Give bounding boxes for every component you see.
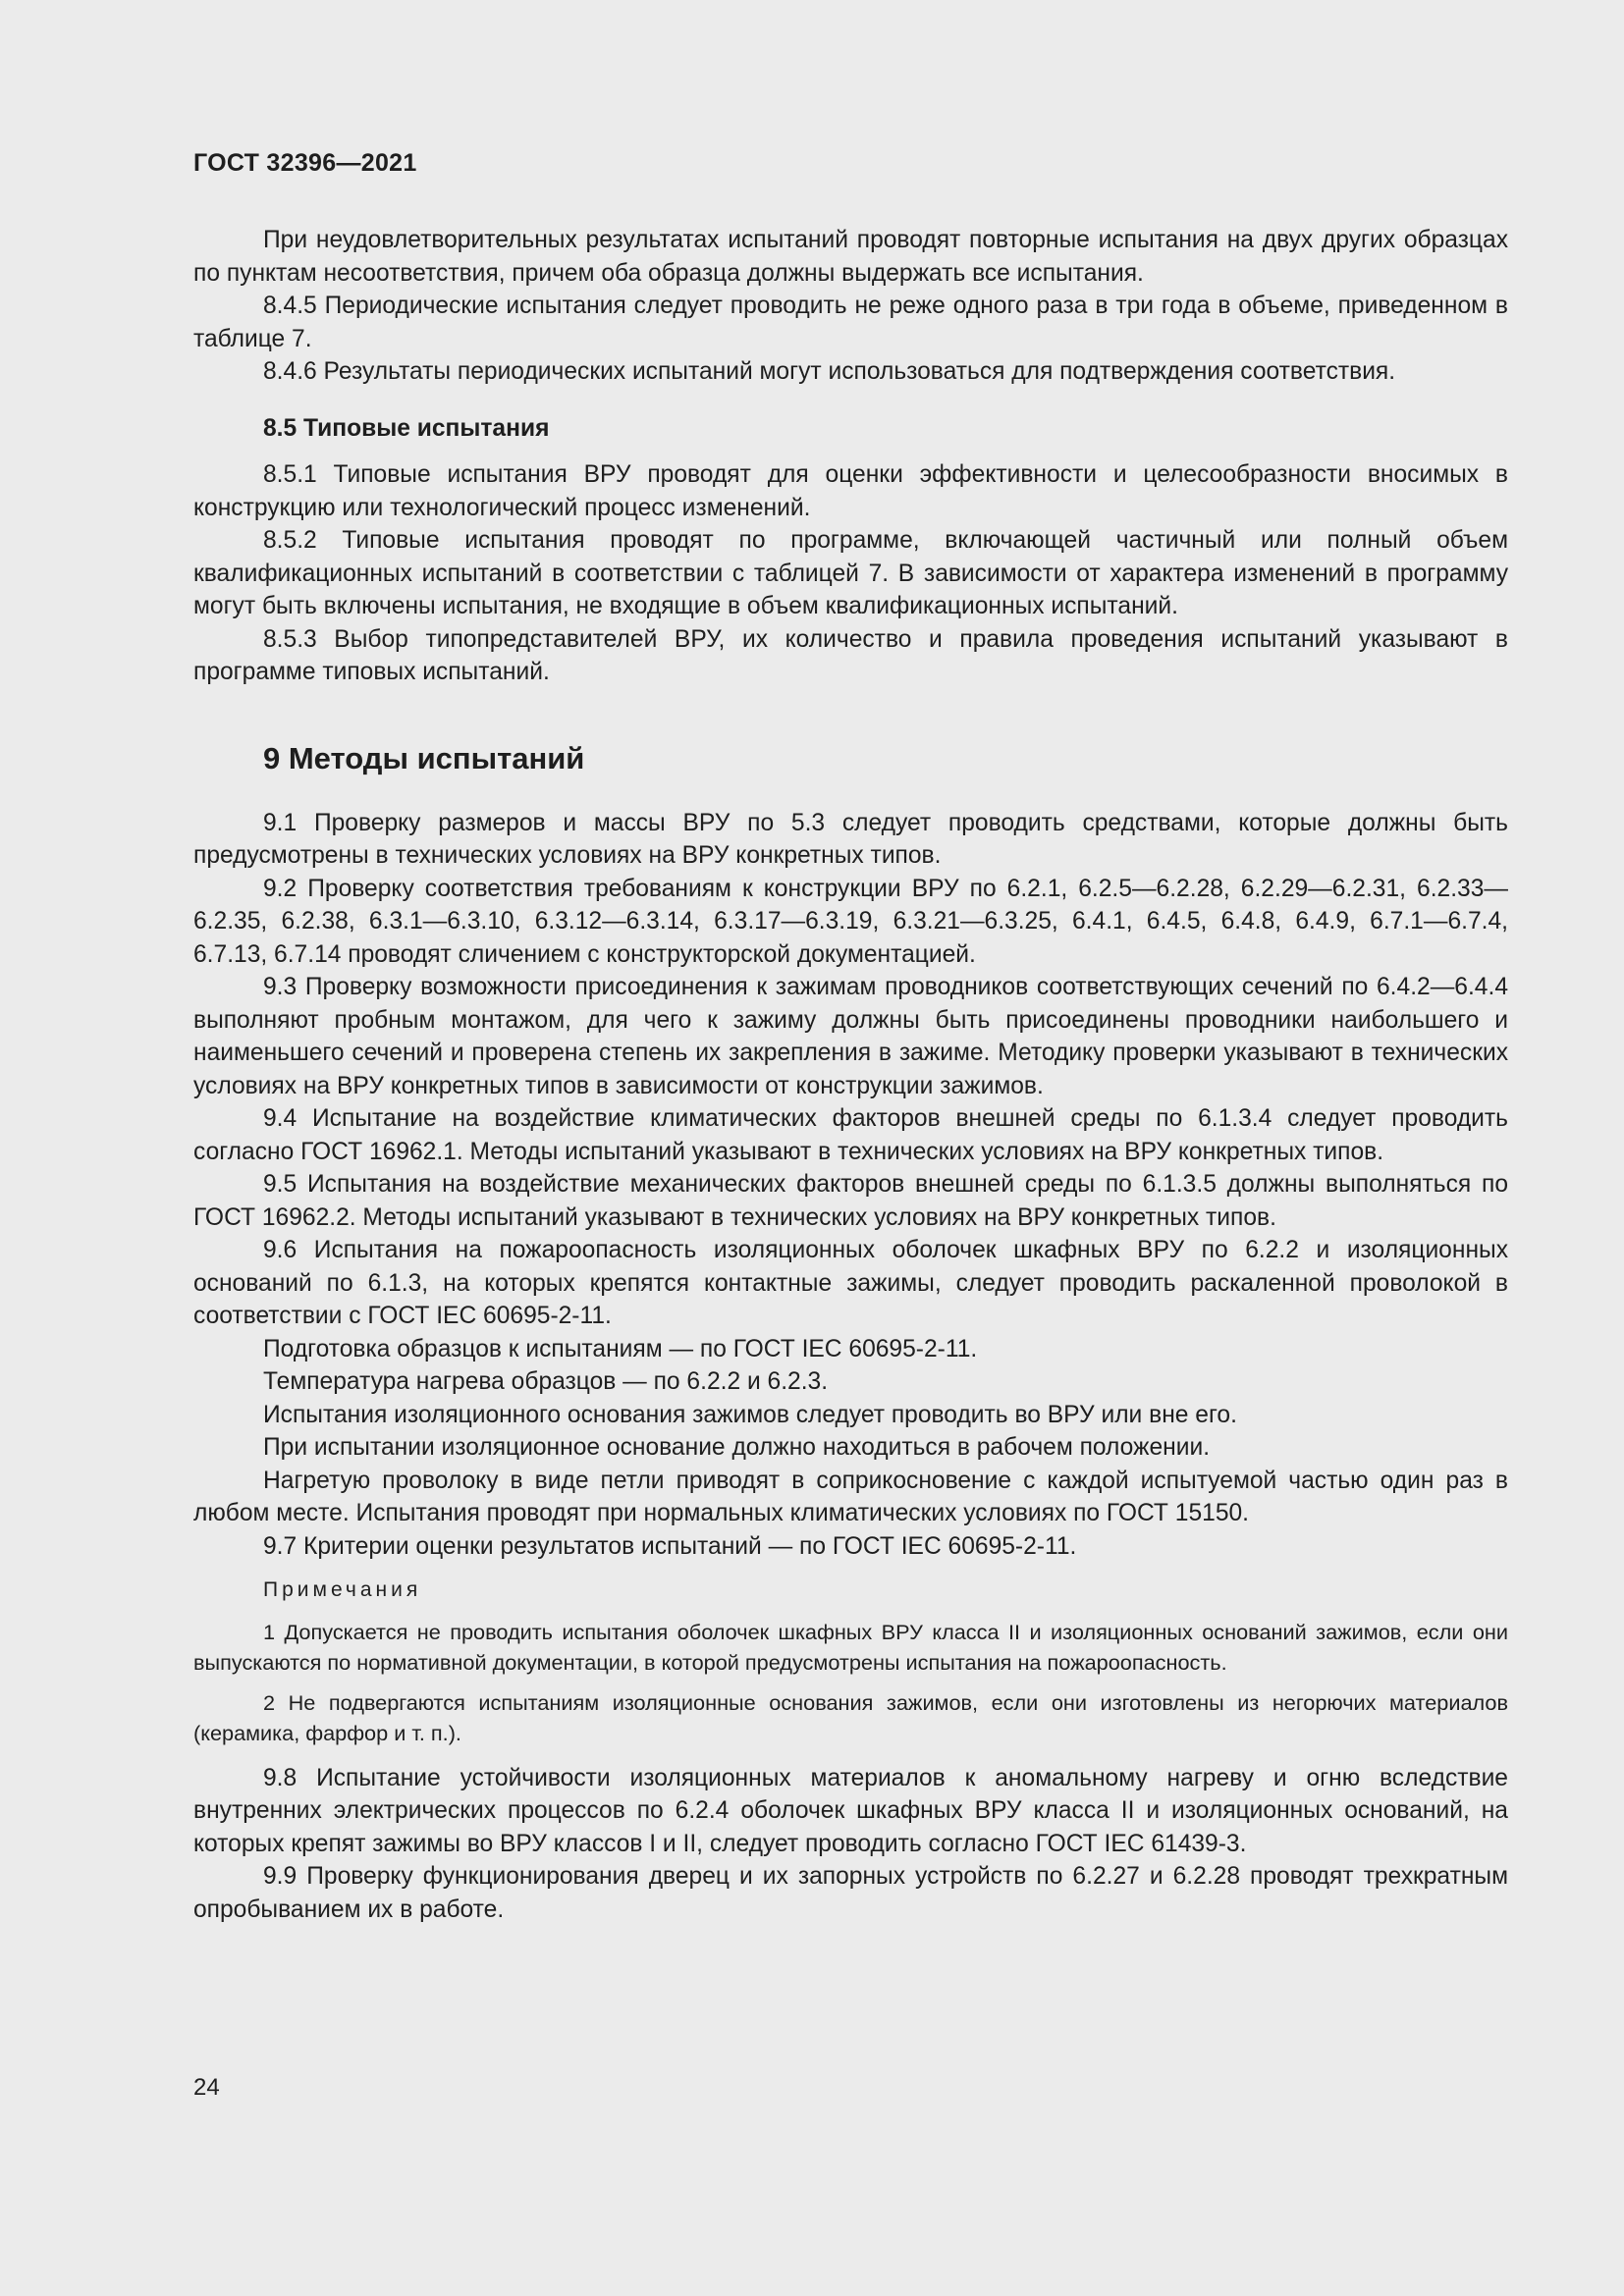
subsection-heading-8-5: 8.5 Типовые испытания (263, 414, 550, 442)
paragraph-9-9: 9.9 Проверку функционирования дверец и их запорных устройств по 6.2.27 и 6.2.28 проводят трехкратным опробыванием их в работе. (193, 1863, 1508, 1923)
note-1: 1 Допускается не проводить испытания оболочек шкафных ВРУ класса II и изоляционных оснований зажимов, если они выпускаются по нормативной документации, в которой предусмотрены испытания на пожароопасность. (193, 1619, 1508, 1675)
section-heading-9: 9 Методы испытаний (263, 740, 585, 775)
paragraph-8-5-1: 8.5.1 Типовые испытания ВРУ проводят для оценки эффективности и целесообразности вносимых в конструкцию или технологический процесс изменений. (193, 461, 1508, 521)
paragraph-9-6-wire: Нагретую проволоку в виде петли приводят в соприкосновение с каждой испытуемой частью один раз в любом месте. Испытания проводят при нормальных климатических условиях по ГОСТ 15150. (193, 1467, 1508, 1526)
paragraph-9-6: 9.6 Испытания на пожароопасность изоляционных оболочек шкафных ВРУ по 6.2.2 и изоляционных оснований по 6.1.3, на которых крепятся контактные зажимы, следует проводить раскаленной проволокой в соответствии с ГОСТ IEC 60695-2-11. (193, 1237, 1508, 1329)
paragraph-9-8: 9.8 Испытание устойчивости изоляционных материалов к аномальному нагреву и огню вследствие внутренних электрических процессов по 6.2.4 оболочек шкафных ВРУ класса II и изоляционных оснований, на которых крепят зажимы во ВРУ классов I и II, следует проводить согласно ГОСТ IEC 61439-3. (193, 1764, 1508, 1857)
paragraph-9-7: 9.7 Критерии оценки результатов испытаний — по ГОСТ IEC 60695-2-11. (263, 1532, 1077, 1560)
paragraph-9-6-base: Испытания изоляционного основания зажимов следует проводить во ВРУ или вне его. (263, 1401, 1237, 1428)
paragraph-8-4-5: 8.4.5 Периодические испытания следует проводить не реже одного раза в три года в объеме, приведенном в таблице 7. (193, 293, 1508, 352)
note-2: 2 Не подвергаются испытаниям изоляционные основания зажимов, если они изготовлены из негорючих материалов (керамика, фарфор и т. п.). (193, 1689, 1508, 1745)
paragraph-9-4: 9.4 Испытание на воздействие климатических факторов внешней среды по 6.1.3.4 следует проводить согласно ГОСТ 16962.1. Методы испытаний указывают в технических условиях на ВРУ конкретных типов. (193, 1105, 1508, 1165)
page-number: 24 (193, 2074, 220, 2101)
paragraph-9-6-temperature: Температура нагрева образцов — по 6.2.2 и 6.2.3. (263, 1368, 829, 1395)
paragraph-8-5-2: 8.5.2 Типовые испытания проводят по программе, включающей частичный или полный объем квалификационных испытаний в соответствии с таблицей 7. В зависимости от характера изменений в программу могут быть включены испытания, не входящие в объем квалификационных испытаний. (193, 527, 1508, 619)
notes-heading: Примечания (263, 1578, 422, 1601)
paragraph-9-6-position: При испытании изоляционное основание должно находиться в рабочем положении. (263, 1434, 1211, 1461)
page-content (193, 224, 1508, 1926)
paragraph-9-2: 9.2 Проверку соответствия требованиям к конструкции ВРУ по 6.2.1, 6.2.5—6.2.28, 6.2.29—6.2.31, 6.2.33—6.2.35, 6.2.38, 6.3.1—6.3.10, 6.3.12—6.3.14, 6.3.17—6.3.19, 6.3.21—6.3.25, 6.4.1, 6.4.5, 6.4.8, 6.4.9, 6.7.1—6.7.4, 6.7.13, 6.7.14 проводят сличением с конструкторской документацией. (193, 875, 1508, 968)
document-header: ГОСТ 32396—2021 (193, 149, 417, 177)
paragraph-9-6-samples: Подготовка образцов к испытаниям — по ГОСТ IEC 60695-2-11. (263, 1335, 978, 1362)
paragraph-8-4-6: 8.4.6 Результаты периодических испытаний могут использоваться для подтверждения соответствия. (263, 358, 1396, 385)
paragraph-9-5: 9.5 Испытания на воздействие механических факторов внешней среды по 6.1.3.5 должны выполняться по ГОСТ 16962.2. Методы испытаний указывают в технических условиях на ВРУ конкретных типов. (193, 1171, 1508, 1231)
paragraph-9-3: 9.3 Проверку возможности присоединения к зажимам проводников соответствующих сечений по 6.4.2—6.4.4 выполняют пробным монтажом, для чего к зажиму должны быть присоединены проводники наибольшего и наименьшего сечений и проверена степень их закрепления в зажиме. Методику проверки указывают в технических условиях на ВРУ конкретных типов в зависимости от конструкции зажимов. (193, 974, 1508, 1099)
paragraph-9-1: 9.1 Проверку размеров и массы ВРУ по 5.3 следует проводить средствами, которые должны быть предусмотрены в технических условиях на ВРУ конкретных типов. (193, 809, 1508, 869)
paragraph-retest: При неудовлетворительных результатах испытаний проводят повторные испытания на двух других образцах по пунктам несоответствия, причем оба образца должны выдержать все испытания. (193, 227, 1508, 287)
paragraph-8-5-3: 8.5.3 Выбор типопредставителей ВРУ, их количество и правила проведения испытаний указывают в программе типовых испытаний. (193, 625, 1508, 685)
